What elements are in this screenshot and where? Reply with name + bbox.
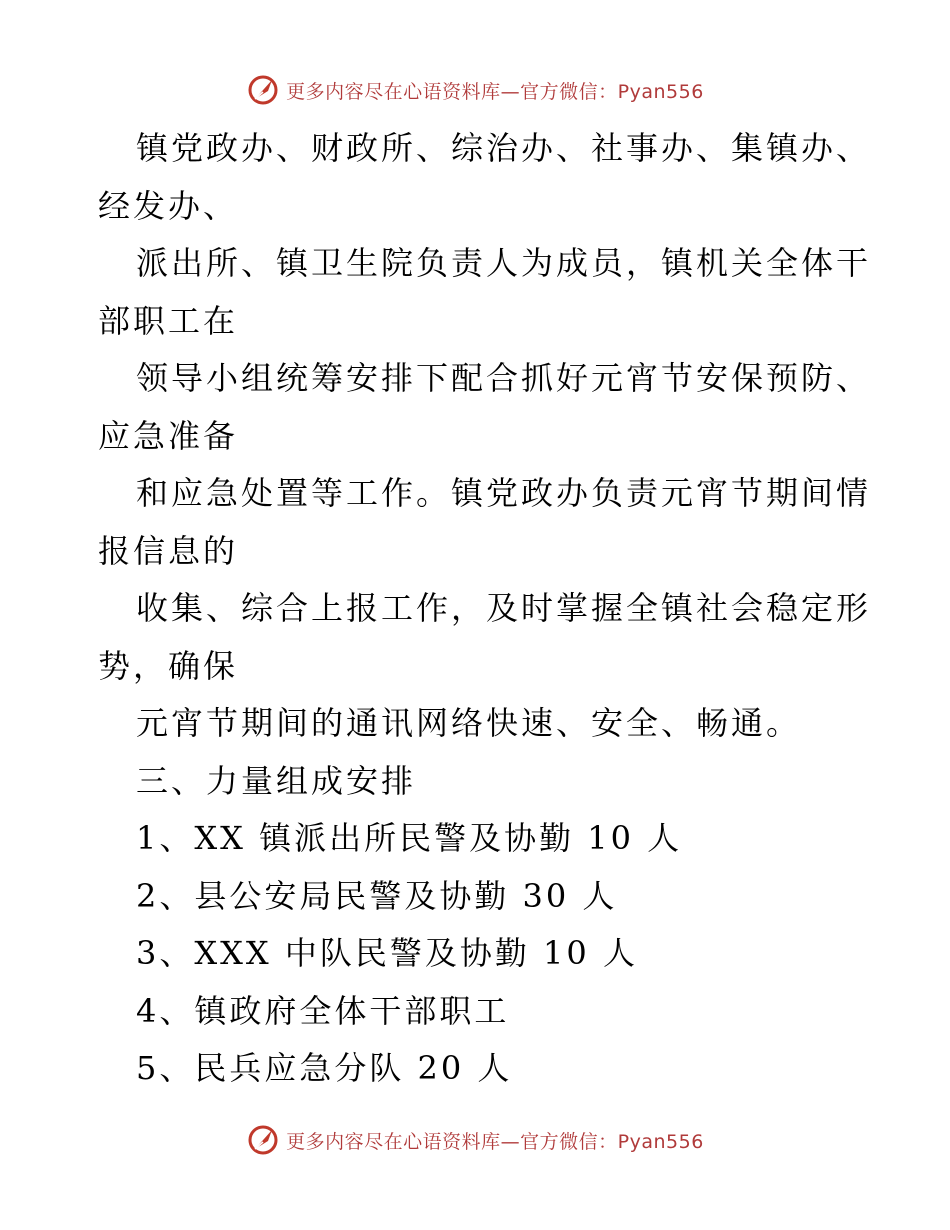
document-body bbox=[98, 120, 872, 1098]
list-item: 2、县公安局民警及协勤 30 人 bbox=[136, 876, 618, 915]
quill-logo-icon bbox=[246, 1123, 280, 1157]
section-heading: 三、力量组成安排 bbox=[136, 761, 417, 800]
list-item: 4、镇政府全体干部职工 bbox=[136, 991, 510, 1030]
header-watermark bbox=[0, 70, 950, 110]
paragraph-line: 部职工在 bbox=[98, 301, 239, 340]
list-item: 5、民兵应急分队 20 人 bbox=[136, 1049, 513, 1087]
quill-logo-icon bbox=[246, 73, 280, 107]
list-item: 3、XXX 中队民警及协勤 10 人 bbox=[136, 934, 638, 972]
watermark-brand: 更多内容尽在心语资料库 bbox=[286, 1130, 501, 1153]
paragraph-line: 派出所、镇卫生院负责人为成员，镇机关全体干 bbox=[136, 244, 872, 282]
paragraph-line: 镇党政办、财政所、综治办、社事办、集镇办、 bbox=[136, 129, 872, 167]
watermark-brand: 更多内容尽在心语资料库 bbox=[286, 80, 501, 103]
footer-watermark bbox=[0, 1120, 950, 1160]
paragraph-line: 收集、综合上报工作，及时掌握全镇社会稳定形 bbox=[136, 589, 872, 627]
paragraph-line: 势，确保 bbox=[98, 646, 239, 685]
watermark-wechat: 官方微信：Pyan556 bbox=[520, 1130, 704, 1153]
watermark-wechat: 官方微信：Pyan556 bbox=[520, 80, 704, 103]
watermark-separator: — bbox=[500, 1130, 521, 1153]
watermark-separator: — bbox=[500, 80, 521, 103]
paragraph-line: 经发办、 bbox=[98, 186, 239, 225]
paragraph-line: 领导小组统筹安排下配合抓好元宵节安保预防、 bbox=[136, 359, 872, 397]
list-item: 1、XX 镇派出所民警及协勤 10 人 bbox=[136, 819, 683, 857]
paragraph-line: 报信息的 bbox=[98, 531, 239, 570]
paragraph-line: 和应急处置等工作。镇党政办负责元宵节期间情 bbox=[136, 474, 872, 512]
paragraph-line: 应急准备 bbox=[98, 416, 239, 455]
paragraph-line: 元宵节期间的通讯网络快速、安全、畅通。 bbox=[136, 704, 802, 742]
